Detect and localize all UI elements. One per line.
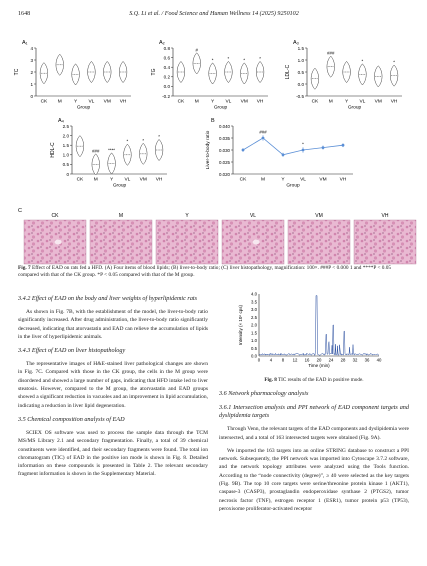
panel-label: A₁ [22, 40, 28, 46]
panel-b [205, 118, 353, 189]
x-tick-label: CK [40, 99, 48, 105]
panel-0 [14, 40, 131, 111]
x-tick-label: VM [240, 99, 248, 105]
y-tick-label: 0.5 [251, 345, 257, 351]
data-point [282, 153, 285, 156]
y-axis-label: TG [151, 68, 157, 76]
significance-mark: * [243, 57, 246, 63]
central-vein [55, 240, 62, 245]
y-tick-label: 1.0 [251, 338, 257, 344]
significance-mark: ### [327, 50, 335, 56]
left-heading-2: 3.4.3 Effect of EAD on liver histopathology [18, 347, 126, 355]
y-tick-label: 0.0 [251, 353, 257, 359]
y-tick-label: 2.5 [251, 314, 257, 320]
y-tick-label: 2.5 [62, 123, 69, 129]
data-point [322, 146, 325, 149]
series-line [243, 138, 343, 155]
y-tick-label: -0.5 [296, 93, 304, 99]
y-axis-label: TC [14, 68, 20, 76]
x-axis-label: Group [76, 105, 91, 111]
x-tick-label: Y [109, 177, 114, 183]
data-point [262, 137, 265, 140]
significance-mark: ### [259, 129, 267, 135]
y-axis-label: LDL-C [285, 64, 291, 80]
x-axis-label: Group [112, 183, 127, 189]
y-tick-label: 0.030 [219, 147, 230, 153]
x-tick-label: VL [88, 99, 95, 105]
right-heading-1: 3.6.1 Intersection analysis and PPI network of EAD component targets and dyslipidemia targets [219, 404, 409, 420]
y-tick-label: 0.4 [163, 65, 170, 70]
panel-label: A₄ [58, 118, 64, 124]
significance-mark: ### [92, 148, 100, 154]
x-tick-label: 0 [257, 357, 261, 363]
x-tick-label: VM [374, 99, 382, 105]
data-point [302, 149, 305, 152]
he-image-label: CK [51, 213, 59, 219]
right-para-3: We imported the 163 targets into an online STRING database to construct a PPI network. Subsequently, the PPI network was imported into Cytoscape 3.7.2 software, and the network topology attributes were analyzed using the Tools function. According to the “node connectivity (degree)”, ≥ 40 were selected as the key targets (Fig. 9B). The top 10 core targets were serine/threonine protein kinase 1 (AKT1), caspase-3 (CASP3), prostaglandin endoperoxidase synthase 2 (PTGS2), tumor necrosis factor (TNF), estrogen receptor 1 (ESR1), tumor protein p53 (TP53), peroxisome proliferator-activated receptor [219, 447, 409, 512]
x-tick-label: 20 [316, 357, 322, 363]
x-axis-label: Time (min) [308, 363, 330, 368]
significance-mark: * [142, 137, 145, 143]
significance-mark: **** [108, 147, 116, 153]
significance-mark: * [259, 55, 261, 61]
x-tick-label: M [328, 99, 333, 105]
x-tick-label: Y [281, 177, 285, 183]
x-tick-label: 32 [352, 357, 358, 363]
left-column [18, 289, 208, 484]
y-tick-label: 3.0 [251, 307, 257, 313]
right-para-2: Through Venn, the relevant targets of the EAD components and dyslipidemia were intersected, and a total of 163 intersected targets were obtained (Fig. 9A). [219, 426, 409, 441]
y-tick-label: 1.5 [297, 45, 304, 51]
x-tick-label: VH [119, 99, 127, 105]
panel-2 [285, 40, 402, 111]
y-tick-label: 0.020 [219, 171, 230, 177]
y-tick-label: 1 [30, 81, 33, 87]
x-tick-label: CK [177, 99, 185, 105]
significance-mark: * [126, 138, 129, 144]
y-tick-label: 4.0 [251, 291, 257, 297]
panel-label: A₂ [159, 40, 165, 46]
significance-mark: * [302, 141, 304, 147]
journal-citation: S.Q. Li et al. / Food Science and Human Wellness 14 (2025) 9250102 [129, 11, 299, 17]
panel-3 [50, 118, 167, 189]
left-para-3: The representative images of H&E-stained liver pathological changes are shown in Fig. 7C. Compared with those in the CK group, the cells in the M group were disordered and showed a large number of gaps, indicating that HFD intake led to liver steatosis. However, compared to the M group, the atorvastatin and EAD groups showed a significant reduction in vacuoles and an improvement in lipid accumulation, indicating a reduction in liver lipid degeneration. [18, 361, 208, 409]
tic-chart [219, 289, 409, 375]
right-column [219, 289, 409, 518]
y-tick-label: 4 [30, 45, 33, 51]
x-tick-label: M [261, 177, 265, 183]
x-tick-label: 24 [328, 357, 334, 363]
he-image-label: VL [249, 213, 257, 219]
y-tick-label: 0.035 [219, 135, 230, 141]
y-tick-label: 0.040 [219, 123, 230, 129]
x-tick-label: Y [210, 99, 215, 105]
figure-7-caption [18, 265, 410, 279]
x-tick-label: 16 [304, 357, 310, 363]
he-image-label: VH [381, 213, 389, 219]
x-axis-label: Group [213, 105, 228, 111]
he-image-label: M [118, 213, 124, 219]
panel-label: A₃ [293, 40, 299, 46]
y-tick-label: 1.5 [251, 330, 257, 336]
x-axis-label: Group [347, 105, 362, 111]
panel-label: C [18, 208, 22, 214]
y-tick-label: 2.0 [62, 133, 69, 139]
y-tick-label: 0.025 [219, 159, 230, 165]
data-point [242, 149, 245, 152]
figure-7-caption-label: Fig. 7 [18, 265, 31, 271]
right-heading-0: 3.6 Network pharmacology analysis [219, 390, 309, 398]
x-tick-label: 28 [340, 357, 346, 363]
significance-mark: * [158, 133, 160, 139]
panel-1 [151, 40, 268, 111]
x-tick-label: M [57, 99, 62, 105]
x-tick-label: 36 [364, 357, 370, 363]
x-tick-label: M [93, 177, 98, 183]
significance-mark: * [393, 59, 395, 65]
x-tick-label: VM [103, 99, 111, 105]
y-tick-label: 0.0 [163, 84, 170, 90]
he-image-label: Y [185, 213, 189, 219]
x-tick-label: 8 [281, 357, 285, 363]
panel-label: B [211, 118, 215, 124]
page-header [18, 11, 410, 21]
x-tick-label: Y [73, 99, 78, 105]
x-tick-label: VL [124, 177, 131, 183]
y-tick-label: 1.0 [297, 57, 304, 63]
figure-7 [14, 36, 410, 272]
he-image-Y [156, 220, 218, 264]
y-tick-label: 3 [30, 57, 33, 63]
x-tick-label: CK [76, 177, 84, 183]
y-tick-label: 1.0 [62, 152, 69, 158]
left-para-1: As shown in Fig. 7B, with the establishment of the model, the liver-to-body ratio significantly increased. After drug administration, the liver-to-body ratio significantly decreased, indicating that atorvastatin and EAD can relieve the accumulation of lipids in the liver of hyperlipidemic animals. [18, 309, 208, 340]
x-tick-label: M [194, 99, 199, 105]
y-tick-label: 0.5 [297, 69, 304, 75]
central-vein [253, 240, 260, 245]
figure-8-caption [219, 376, 409, 384]
data-point [342, 144, 345, 147]
y-tick-label: 3.5 [251, 299, 257, 305]
x-tick-label: CK [311, 99, 319, 105]
x-tick-label: 40 [376, 357, 382, 363]
x-axis-label: Group [286, 183, 300, 189]
x-tick-label: VH [390, 99, 398, 105]
y-tick-label: 0.2 [163, 74, 170, 80]
y-tick-label: 0.8 [163, 45, 170, 51]
significance-mark: # [195, 47, 198, 53]
y-tick-label: -0.2 [162, 93, 170, 99]
y-tick-label: 0 [30, 93, 33, 99]
x-tick-label: VM [139, 177, 147, 183]
x-tick-label: VH [256, 99, 264, 105]
y-tick-label: 0.5 [62, 162, 69, 168]
x-tick-label: Y [344, 99, 349, 105]
y-tick-label: 1.5 [62, 143, 69, 148]
left-heading-4: 3.5 Chemical composition analysis of EAD [18, 415, 125, 423]
figure-8 [219, 289, 409, 375]
x-tick-label: VL [225, 99, 232, 105]
y-tick-label: 2 [30, 69, 33, 75]
he-image-label: VM [315, 213, 323, 219]
y-tick-label: 0.6 [163, 55, 170, 61]
figure-7-caption-text: Effect of EAD on rats fed a HFD. (A) Four items of blood lipids; (B) liver-to-body ratio; (C) liver histopathology, magnification: 100×. ###P < 0.000 1 and ****P < 0.05 compared with that of the CK group. *P < 0.05 compared with that of the M group. [18, 265, 392, 278]
figure-8-caption-text: TIC results of the EAD in positive mode. [278, 377, 364, 383]
significance-mark: * [211, 57, 214, 63]
y-tick-label: 2.0 [251, 322, 257, 328]
significance-mark: * [361, 58, 364, 64]
significance-mark: * [227, 55, 230, 61]
figure-8-caption-label: Fig. 8 [264, 377, 277, 383]
y-tick-label: 0 [66, 171, 69, 177]
he-image-VH [354, 220, 416, 264]
left-heading-0: 3.4.2 Effect of EAD on the body and liver weights of hyperlipidemic rats [18, 295, 198, 302]
x-tick-label: 12 [292, 357, 298, 363]
x-tick-label: CK [239, 177, 247, 183]
tic-trace [259, 296, 379, 356]
x-tick-label: VH [339, 177, 347, 183]
y-axis-label: Intensity (× 10⁶ cps) [238, 305, 243, 345]
x-tick-label: VM [319, 177, 327, 183]
x-tick-label: VL [359, 99, 366, 105]
left-para-5: SCIEX OS software was used to process the sample data through the TCM MS/MS Library 2.1 and secondary fragmentation. Finally, a total of 39 chemical constituents were identified, and their secondary fragments were found. The total ion chromatogram (TIC) of EAD in the positive ion mode is shown in Fig. 8. Detailed information on these compounds is presented in Table 2. The relevant secondary fragment information is shown in the Supplementary Material. [18, 429, 208, 478]
x-tick-label: VH [155, 177, 163, 183]
x-tick-label: VL [300, 177, 306, 183]
he-image-VM [288, 220, 350, 264]
x-tick-label: 4 [269, 357, 273, 363]
panel-c [18, 208, 416, 264]
y-axis-label: Liver-to-body ratio [206, 130, 211, 170]
y-axis-label: HDL-C [50, 142, 56, 158]
he-image-M [90, 220, 152, 264]
page-number: 1648 [18, 11, 31, 17]
y-tick-label: 0.0 [297, 81, 304, 87]
right-column-text [219, 390, 409, 513]
